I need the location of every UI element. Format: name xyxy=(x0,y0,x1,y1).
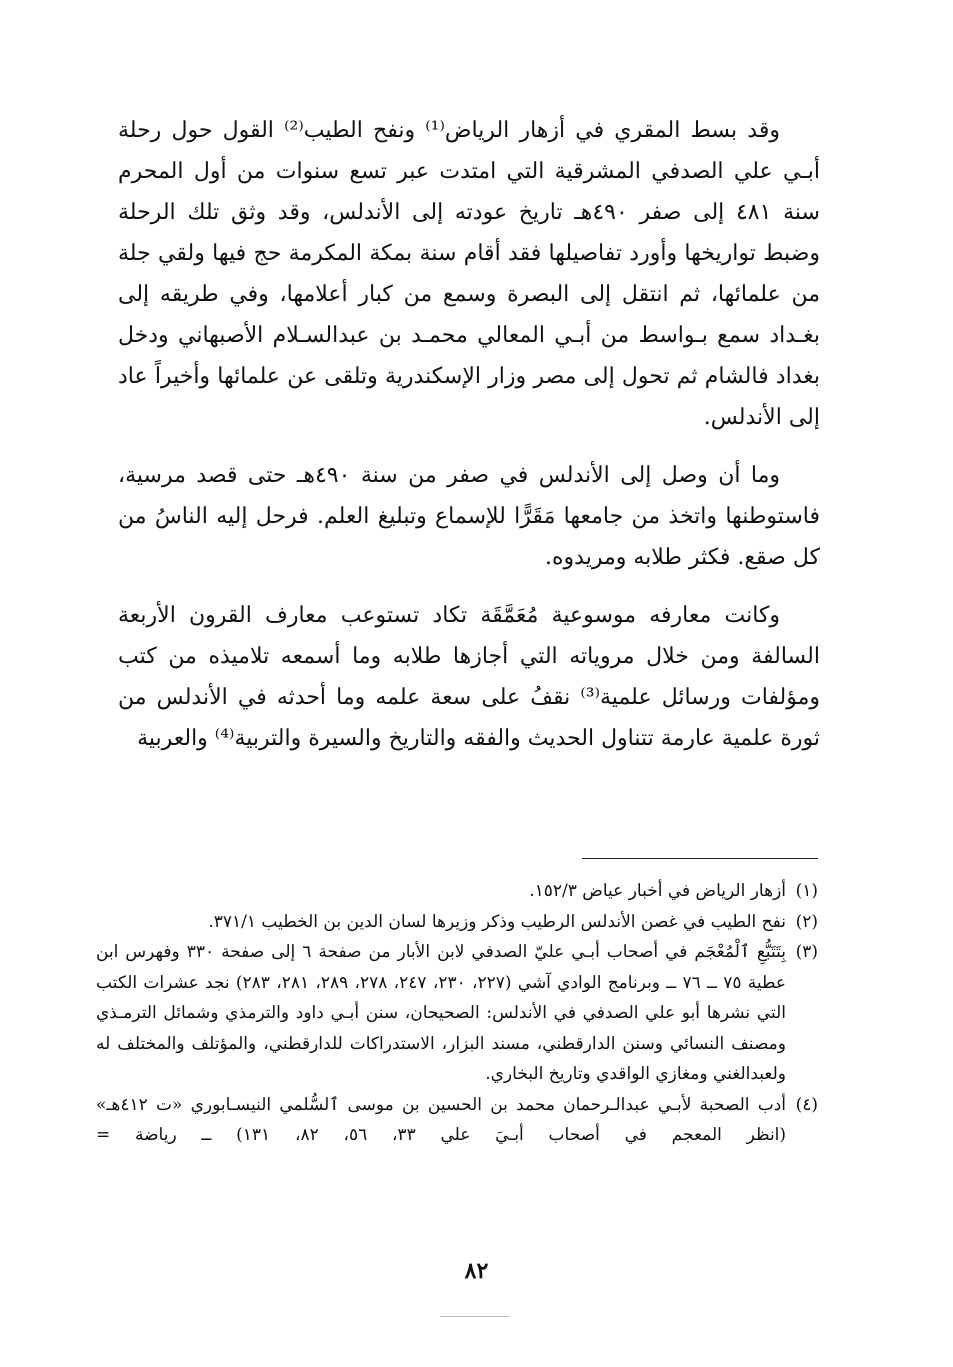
footnote-text: أدب الصحبة لأبـي عبدالـرحمان محمد بن الحسين بن موسى ٱلسُّلمي النيسـابوري «ت ٤١٢هـ» (انظر المعجم في أصحاب أبـيَ علي ٣٣، ٥٦، ٨٢، ١٣١) ــ رياضة = xyxy=(96,1094,787,1145)
footnote xyxy=(96,937,818,1090)
paragraph: وقد بسط المقري في أزهار الرياض⁽¹⁾ ونفح الطيب⁽²⁾ القول حول رحلة أبـي علي الصدفي المشرقية التي امتدت عبر تسع سنوات من أول المحرم سنة ٤٨١ إلى صفر ٤٩٠هـ تاريخ عودته إلى الأندلس، وقد وثق تلك الرحلة وضبط تواريخها وأورد تفاصيلها فقد أقام سنة بمكة المكرمة حج فيها ولقي جلة من علمائها، ثم انتقل إلى البصرة وسمع من كبار أعلامها، وفي طريقه إلى بغـداد سمع بـواسط من أبـي المعالي محمـد بن عبدالسـلام الأصبهاني ودخل بغداد فالشام ثم تحول إلى مصر وزار الإسكندرية وتلقى عن علمائها وأخيراً عاد إلى الأندلس. xyxy=(118,118,820,430)
footnote xyxy=(96,876,818,907)
main-text xyxy=(118,110,820,776)
footnote-number: (٢) xyxy=(795,911,818,932)
footnote-text: بِتَتَبُّعِ ٱلْمُعْجَم في أصحاب أبـي عليّ الصدفي لابن الأبار من صفحة ٦ إلى صفحة ٣٣٠ وفهرس ابن عطية ٧٥ ــ ٧٦ ــ وبرنامج الوادي آشي (٢٢٧، ٢٣٠، ٢٤٧، ٢٧٨، ٢٨٩، ٢٨١، ٢٨٣) نجد عشرات الكتب التي نشرها أبو علي الصدفي في الأندلس: الصحيحان، سنن أبـي داود والترمذي وشمائل الترمـذي ومصنف النسائي وسنن الدارقطني، مسند البزار، الاستدراكات للدارقطني، والمؤتلف والمختلف له ولعبدالغني ومغازي الواقدي وتاريخ البخاري. xyxy=(96,942,787,1084)
footnote-number: (٣) xyxy=(795,942,818,962)
footnote-number: (١) xyxy=(795,881,818,901)
paragraph: وما أن وصل إلى الأندلس في صفر من سنة ٤٩٠هـ حتى قصد مرسية، فاستوطنها واتخذ من جامعها مَقَرًّا للإسماع وتبليغ العلم. فرحل إليه الناسُ من كل صقع. فكثر طلابه ومريدوه. xyxy=(118,463,820,570)
bottom-margin-mark xyxy=(440,1316,510,1317)
page-number: ٨٢ xyxy=(464,1258,489,1284)
footnote-text: نفح الطيب في غصن الأندلس الرطيب وذكر وزيرها لسان الدين بن الخطيب ٣٧١/١. xyxy=(208,911,786,932)
footnote-number: (٤) xyxy=(795,1094,818,1115)
footnote-text: أزهار الرياض في أخبار عياض ١٥٢/٣. xyxy=(529,881,786,901)
footnote xyxy=(96,907,818,938)
paragraph: وكانت معارفه موسوعية مُعَمَّقَة تكاد تستوعب معارف القرون الأربعة السالفة ومن خلال مروياته التي أجازها طلابه وما أسمعه تلاميذه من كتب ومؤلفات ورسائل علمية⁽³⁾ نقفُ على سعة علمه وما أحدثه في الأندلس من ثورة علمية عارمة تتناول الحديث والفقه والتاريخ والسيرة والتربية⁽⁴⁾ والعربية xyxy=(118,603,821,751)
footnote-separator xyxy=(582,858,818,859)
footnote xyxy=(96,1090,818,1151)
footnotes xyxy=(96,876,818,1151)
